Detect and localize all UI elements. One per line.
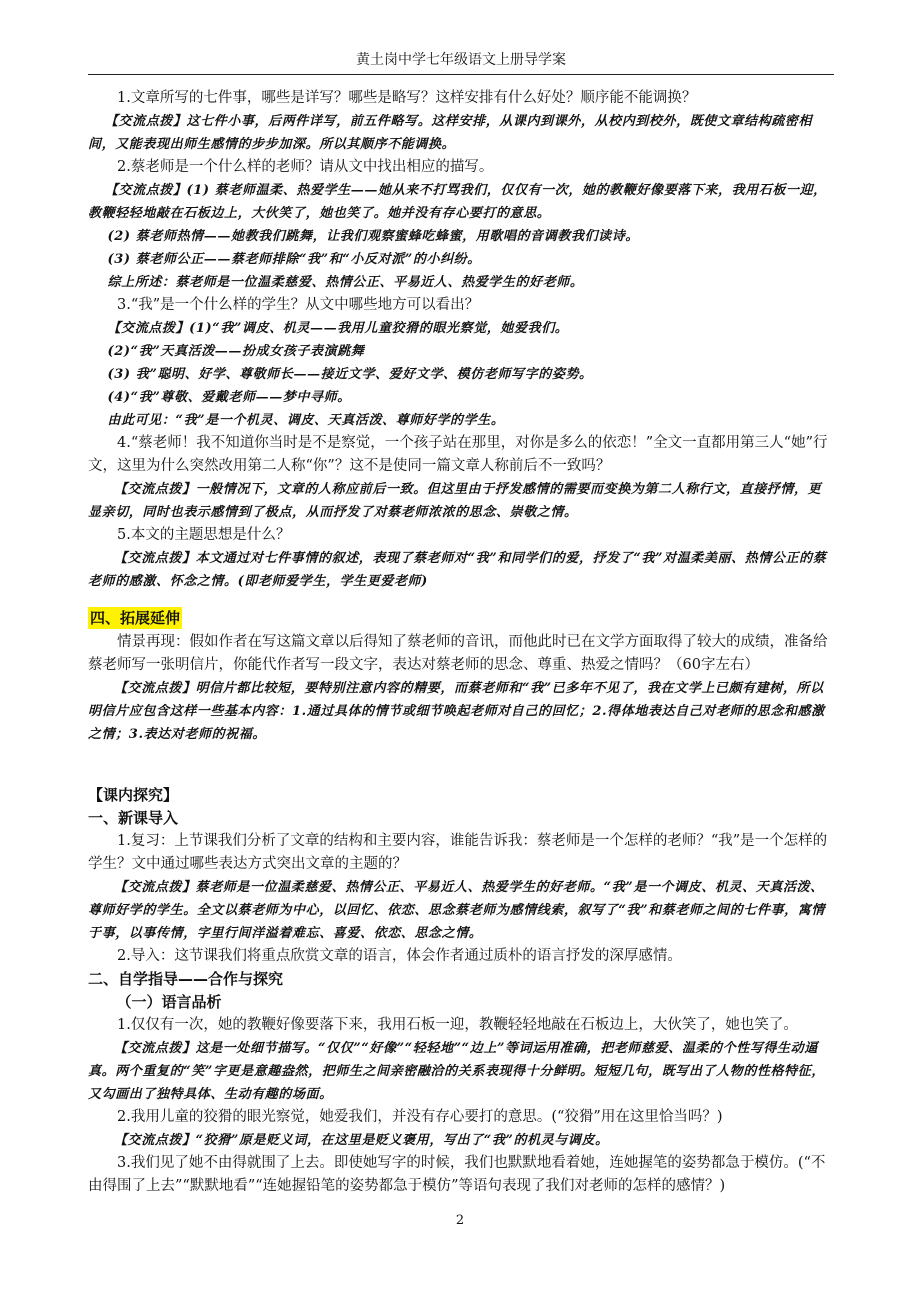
item-2: 2.我用儿童的狡猾的眼光察觉，她爱我们，并没有存心要打的意思。(“狡猾”用在这里恰当吗？) <box>117 1109 723 1125</box>
answer-5: 【交流点拨】本文通过对七件事情的叙述，表现了蔡老师对“我”和同学们的爱，抒发了“我”对温柔美丽、热情公正的蔡老师的感激、怀念之情。(即老师爱学生，学生更爱老师) <box>88 551 827 589</box>
item-1-answer: 【交流点拨】这是一处细节描写。“仅仅”“好像”“轻轻地”“边上”等词运用准确，把老师慈爱、温柔的个性写得生动逼真。两个重复的“笑”字更是意趣盎然，把师生之间亲密融洽的关系表现得十分鲜明。短短几句，既写出了人物的性格特征，又勾画出了独特具体、生动有趣的场面。 <box>88 1041 825 1102</box>
section-4-title: 四、拓展延伸 <box>90 609 181 627</box>
section-4-answer: 【交流点拨】明信片都比较短，要特别注意内容的精要，而蔡老师和“我”已多年不见了，我在文学上已颇有建树，所以明信片应包含这样一些基本内容：1.通过具体的情节或细节唤起老师对自己的回忆；2.得体地表达自己对老师的思念和感激之情；3.表达对老师的祝福。 <box>88 681 825 742</box>
question-2: 2.蔡老师是一个什么样的老师？请从文中找出相应的描写。 <box>117 159 494 175</box>
question-5: 5.本文的主题思想是什么？ <box>117 527 291 543</box>
answer-1: 【交流点拨】这七件小事，后两件详写，前五件略写。这样安排，从课内到课外，从校内到校外，既使文章结构疏密相间，又能表现出师生感情的步步加深。所以其顺序不能调换。 <box>88 114 813 152</box>
review-answer: 【交流点拨】蔡老师是一位温柔慈爱、热情公正、平易近人、热爱学生的好老师。“我”是一个调皮、机灵、天真活泼、尊师好学的学生。全文以蔡老师为中心，以回忆、依恋、思念蔡老师为感情线索，叙写了“我”和蔡老师之间的七件事，寓情于事，以事传情，字里行间洋溢着难忘、喜爱、依恋、思念之情。 <box>88 880 825 941</box>
section-4-prompt: 情景再现：假如作者在写这篇文章以后得知了蔡老师的音讯，而他此时已在文学方面取得了较大的成绩，准备给蔡老师写一张明信片，你能代作者写一段文字，表达对蔡老师的思念、尊重、热爱之情吗？（60字左右） <box>88 634 828 673</box>
answer-2-part-1: 【交流点拨】(1) 蔡老师温柔、热爱学生——她从来不打骂我们，仅仅有一次，她的教鞭好像要落下来，我用石板一迎，教鞭轻轻地敲在石板边上，大伙笑了，她也笑了。她并没有存心要打的意思。 <box>88 183 827 221</box>
spacer <box>88 746 834 784</box>
subsection-1-heading: （一）语言品析 <box>116 993 222 1011</box>
question-1: 1.文章所写的七件事，哪些是详写？哪些是略写？这样安排有什么好处？顺序能不能调换？ <box>117 90 697 106</box>
inclass-title: 【课内探究】 <box>88 786 179 804</box>
part-1-heading: 一、新课导入 <box>88 809 179 827</box>
item-2-answer: 【交流点拨】“狡猾”原是贬义词，在这里是贬义褒用，写出了“我”的机灵与调皮。 <box>114 1133 609 1148</box>
answer-2-part-3: (3) 蔡老师公正——蔡老师排除“我”和“小反对派”的小纠纷。 <box>107 252 481 267</box>
page-content <box>88 87 834 1198</box>
answer-3-part-4: (4)“我”尊敬、爱戴老师——梦中寻师。 <box>107 390 351 405</box>
answer-4: 【交流点拨】一般情况下，文章的人称应前后一致。但这里由于抒发感情的需要而变换为第二人称行文，直接抒情，更显亲切，同时也表示感情到了极点，从而抒发了对蔡老师浓浓的思念、崇敬之情。 <box>88 482 822 520</box>
question-3: 3.“我”是一个什么样的学生？从文中哪些地方可以看出？ <box>117 297 480 313</box>
answer-3-part-2: (2)“我”天真活泼——扮成女孩子表演跳舞 <box>107 344 365 359</box>
item-1: 1.仅仅有一次，她的教鞭好像要落下来，我用石板一迎，教鞭轻轻地敲在石板边上，大伙笑了，她也笑了。 <box>117 1017 798 1033</box>
page-header: 黄土岗中学七年级语文上册导学案 <box>88 50 834 75</box>
answer-2-part-2: (2) 蔡老师热情——她教我们跳舞，让我们观察蜜蜂吃蜂蜜，用歌唱的音调教我们读诗。 <box>107 229 639 244</box>
review-question: 1.复习：上节课我们分析了文章的结构和主要内容，谁能告诉我：蔡老师是一个怎样的老师？“我”是一个怎样的学生？文中通过哪些表达方式突出文章的主题的？ <box>88 833 828 872</box>
intro-text: 2.导入：这节课我们将重点欣赏文章的语言，体会作者通过质朴的语言抒发的深厚感情。 <box>117 948 682 964</box>
answer-3-summary: 由此可见：“我”是一个机灵、调皮、天真活泼、尊师好学的学生。 <box>107 413 505 428</box>
answer-2-summary: 综上所述：蔡老师是一位温柔慈爱、热情公正、平易近人、热爱学生的好老师。 <box>107 275 584 290</box>
question-4: 4.“蔡老师！我不知道你当时是不是察觉，一个孩子站在那里，对你是多么的依恋！”全文一直都用第三人“她”行文，这里为什么突然改用第二人称“你”？这不是使同一篇文章人称前后不一致吗？ <box>88 435 828 474</box>
answer-3-part-1: 【交流点拨】(1)“我”调皮、机灵——我用儿童狡猾的眼光察觉，她爱我们。 <box>107 321 569 336</box>
part-2-heading: 二、自学指导——合作与探究 <box>88 970 284 988</box>
answer-3-part-3: (3) 我”聪明、好学、尊敬师长——接近文学、爱好文学、模仿老师写字的姿势。 <box>107 367 593 382</box>
item-3: 3.我们见了她不由得就围了上去。即使她写字的时候，我们也默默地看着她，连她握笔的姿势都急于模仿。(“不由得围了上去”“默默地看”“连她握铅笔的姿势都急于模仿”等语句表现了我们对老师的怎样的感情？) <box>88 1155 826 1194</box>
page-number: 2 <box>455 1213 465 1228</box>
